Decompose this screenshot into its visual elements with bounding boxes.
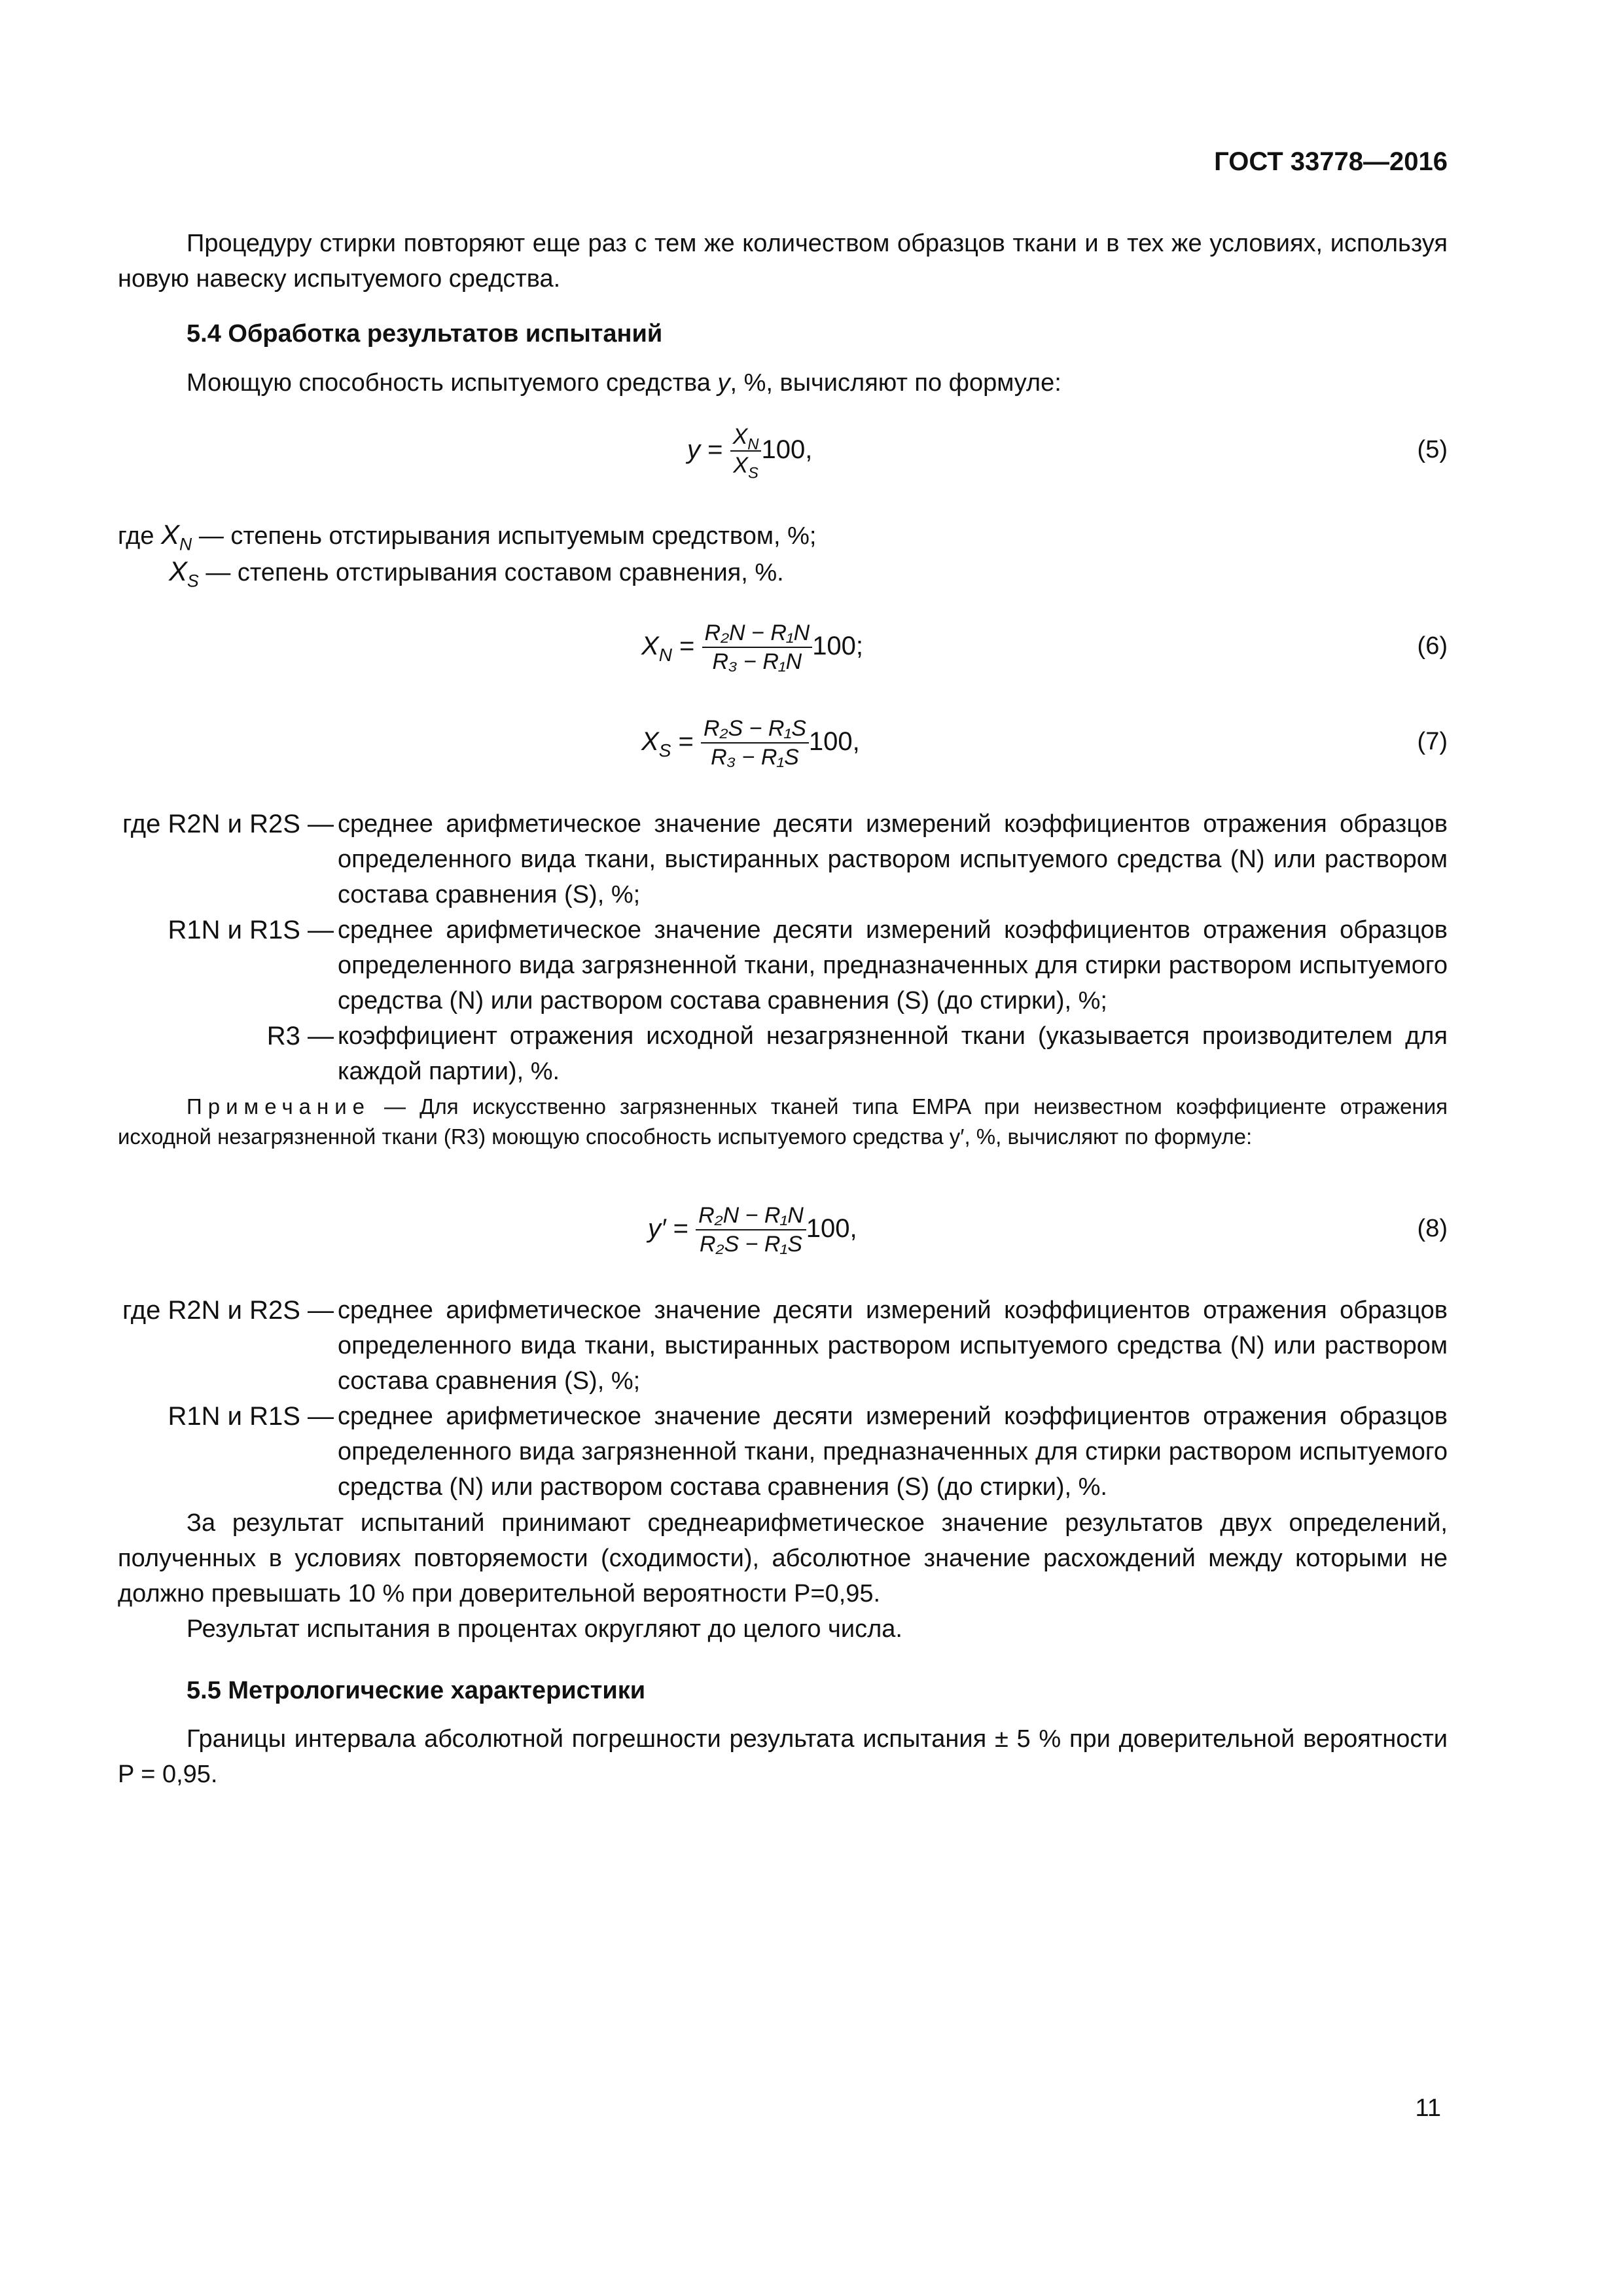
where-xn (118, 517, 816, 554)
eq7-tail: 100, (808, 727, 860, 756)
eq6-equals: = (679, 632, 695, 660)
equation-8 (0, 1193, 1623, 1265)
where-xs-text: — степень отстирывания составом сравнения, %. (205, 559, 784, 586)
eq8-tail: 100, (806, 1214, 857, 1243)
eq8-number: (8) (1417, 1215, 1448, 1242)
eq7-fraction (701, 715, 809, 771)
where-lead: где (118, 522, 154, 550)
eq6-lhs-sub: N (658, 644, 672, 665)
section-5-5-title: 5.5 Метрологические характеристики (187, 1677, 646, 1704)
eq7-lhs-sub: S (658, 740, 671, 761)
eq8-equals: = (673, 1214, 688, 1243)
metrology-paragraph: Границы интервала абсолютной погрешности результата испытания ± 5 % при доверительной вероятности P = 0,95. (118, 1725, 1448, 1788)
eq6-numerator: R₂N − R₁N (702, 619, 813, 648)
where-xn-sub: N (179, 534, 192, 554)
equation-6 (0, 610, 1623, 682)
section-5-4-title: 5.4 Обработка результатов испытаний (187, 320, 663, 348)
eq6-tail: 100; (812, 632, 864, 660)
def1-r3-label: R3 — (266, 1022, 334, 1050)
def2-r2-label: где R2N и R2S — (122, 1296, 334, 1325)
eq5-number: (5) (1417, 436, 1448, 463)
def1-r2-text: среднее арифметическое значение десяти измерений коэффициентов отражения образцов определенного вида ткани, выстиранных раствором испытуемого средства (N) или раствором состава сравнения (S), %; (338, 810, 1448, 908)
eq8-fraction (696, 1202, 806, 1258)
formula-intro-var: y (717, 369, 730, 397)
rounding-paragraph: Результат испытания в процентах округляют до целого числа. (187, 1615, 902, 1643)
eq7-denominator: R₃ − R₁S (711, 745, 799, 770)
eq5-equals: = (707, 435, 723, 464)
def1-r3-text: коэффициент отражения исходной незагрязненной ткани (указывается производителем для каждой партии), %. (338, 1022, 1448, 1085)
equation-7 (0, 706, 1623, 778)
def2-r1-text: среднее арифметическое значение десяти измерений коэффициентов отражения образцов определенного вида загрязненной ткани, предназначенных для стирки раствором испытуемого средства (N) или раствором состава сравнения (S) (до стирки), %. (338, 1403, 1448, 1501)
intro-paragraph: Процедуру стирки повторяют еще раз с тем же количеством образцов ткани и в тех же условиях, используя новую навеску испытуемого средства. (118, 230, 1448, 293)
eq5-numerator: X (732, 424, 748, 450)
where-xn-text: — степень отстирывания испытуемым средством, %; (198, 522, 817, 550)
note-paragraph (118, 1092, 1448, 1152)
eq5-lhs: y (687, 435, 700, 464)
eq7-lhs: X (641, 727, 659, 756)
where-xs-var: X (169, 556, 188, 586)
equation-5 (0, 414, 1623, 486)
def1-r1-text: среднее арифметическое значение десяти измерений коэффициентов отражения образцов определенного вида загрязненной ткани, предназначенных для стирки раствором испытуемого средства (N) или раствором состава сравнения (S) (до стирки), %; (338, 916, 1448, 1014)
standard-header: ГОСТ 33778—2016 (1214, 147, 1448, 176)
eq5-fraction (730, 423, 762, 482)
eq8-denominator: R₂S − R₁S (699, 1232, 802, 1257)
def1-r2-label: где R2N и R2S — (122, 810, 334, 838)
eq5-denominator: X (733, 453, 748, 478)
where-xn-var: X (161, 519, 180, 550)
eq5-numerator-sub: N (747, 435, 759, 454)
formula-intro (187, 365, 1061, 401)
eq6-denominator: R₃ − R₁N (712, 649, 802, 675)
eq7-number: (7) (1417, 728, 1448, 755)
eq7-equals: = (678, 727, 694, 756)
result-paragraph: За результат испытаний принимают среднеарифметическое значение результатов двух определений, полученных в условиях повторяемости (сходимости), абсолютное значение расхождений между которыми не должно превышать 10 % при доверительной вероятности P=0,95. (118, 1509, 1448, 1607)
note-text: — Для искусственно загрязненных тканей типа EMPA при неизвестном коэффициенте отражения исходной незагрязненной ткани (R3) моющую способность испытуемого средства y′, %, вычисляют по формуле: (118, 1094, 1448, 1149)
note-label: Примечание (187, 1094, 371, 1119)
where-xs-sub: S (187, 571, 199, 591)
formula-intro-text-end: , %, вычисляют по формуле: (730, 369, 1061, 397)
eq5-denominator-sub: S (747, 464, 758, 482)
def2-r1-label: R1N и R1S — (168, 1402, 334, 1431)
eq6-number: (6) (1417, 632, 1448, 660)
eq6-lhs: X (641, 632, 659, 660)
def1-r1-label: R1N и R1S — (168, 916, 334, 944)
eq5-tail: 100, (761, 435, 813, 464)
eq8-numerator: R₂N − R₁N (696, 1202, 806, 1230)
eq6-fraction (702, 619, 813, 675)
eq7-numerator: R₂S − R₁S (701, 715, 809, 744)
formula-intro-text: Моющую способность испытуемого средства (187, 369, 718, 397)
def2-r2-text: среднее арифметическое значение десяти измерений коэффициентов отражения образцов определенного вида ткани, выстиранных раствором испытуемого средства (N) или раствором состава сравнения (S), %; (338, 1297, 1448, 1395)
where-xs (169, 554, 784, 590)
page-number: 11 (1415, 2094, 1441, 2122)
eq8-lhs: y′ (648, 1214, 666, 1243)
